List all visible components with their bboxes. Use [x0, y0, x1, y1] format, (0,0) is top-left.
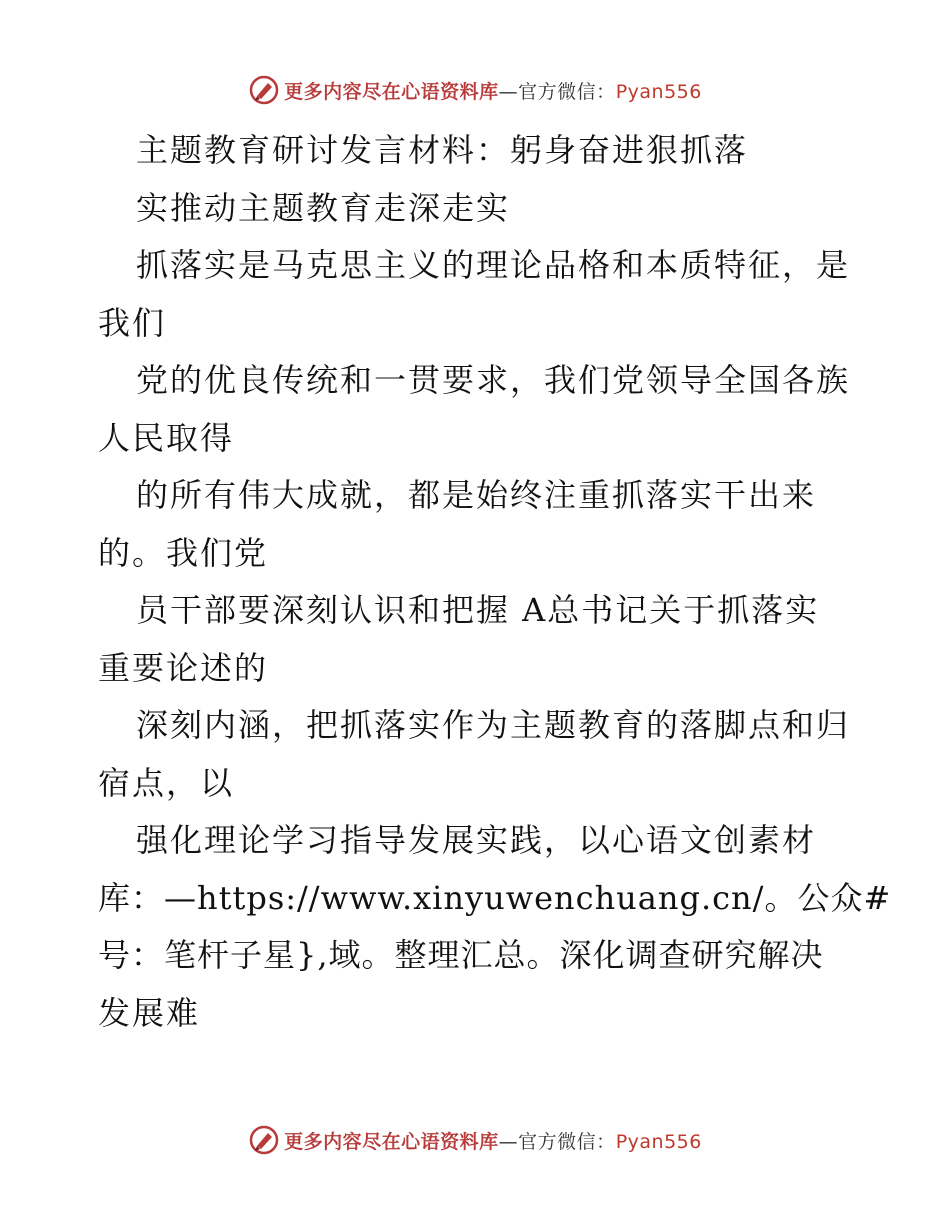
doc-line: 我们 — [98, 303, 167, 342]
doc-title-line-2: 实推动主题教育走深走实 — [136, 188, 511, 227]
banner-brand: 更多内容尽在心语资料库 — [284, 1130, 499, 1153]
doc-line-url: 库：—https://www.xinyuwenchuang.cn/。公众# — [98, 878, 892, 917]
banner-wechat-id: Pyan556 — [615, 1130, 702, 1153]
banner-brand: 更多内容尽在心语资料库 — [284, 80, 499, 103]
doc-line: 宿点，以 — [98, 763, 235, 802]
footer-banner — [0, 1120, 950, 1160]
doc-line: 员干部要深刻认识和把握 A总书记关于抓落实 — [136, 591, 820, 629]
banner-text — [284, 1127, 702, 1154]
doc-line: 强化理论学习指导发展实践，以心语文创素材 — [136, 821, 817, 859]
pen-nib-logo-icon — [248, 1124, 280, 1156]
doc-line: 号：笔杆子星},域。整理汇总。深化调查研究解决 — [98, 936, 824, 974]
doc-line: 抓落实是马克思主义的理论品格和本质特征，是 — [136, 246, 851, 284]
banner-separator: — — [498, 1130, 519, 1153]
doc-line: 党的优良传统和一贯要求，我们党领导全国各族 — [136, 361, 851, 399]
doc-line: 深刻内涵，把抓落实作为主题教育的落脚点和归 — [136, 706, 851, 744]
doc-line: 的所有伟大成就，都是始终注重抓落实干出来 — [136, 476, 817, 514]
document-body — [98, 122, 892, 1042]
doc-line: 的。我们党 — [98, 533, 269, 572]
doc-line: 重要论述的 — [98, 648, 269, 687]
pen-nib-logo-icon — [248, 74, 280, 106]
doc-line: 人民取得 — [98, 418, 235, 457]
banner-wechat-label: 官方微信： — [518, 80, 616, 103]
doc-line: 发展难 — [98, 993, 201, 1032]
header-banner — [0, 70, 950, 110]
banner-separator: — — [498, 80, 519, 103]
banner-wechat-id: Pyan556 — [615, 80, 702, 103]
banner-wechat-label: 官方微信： — [518, 1130, 616, 1153]
banner-text — [284, 77, 702, 104]
doc-title-line-1: 主题教育研讨发言材料：躬身奋进狠抓落 — [136, 131, 749, 169]
